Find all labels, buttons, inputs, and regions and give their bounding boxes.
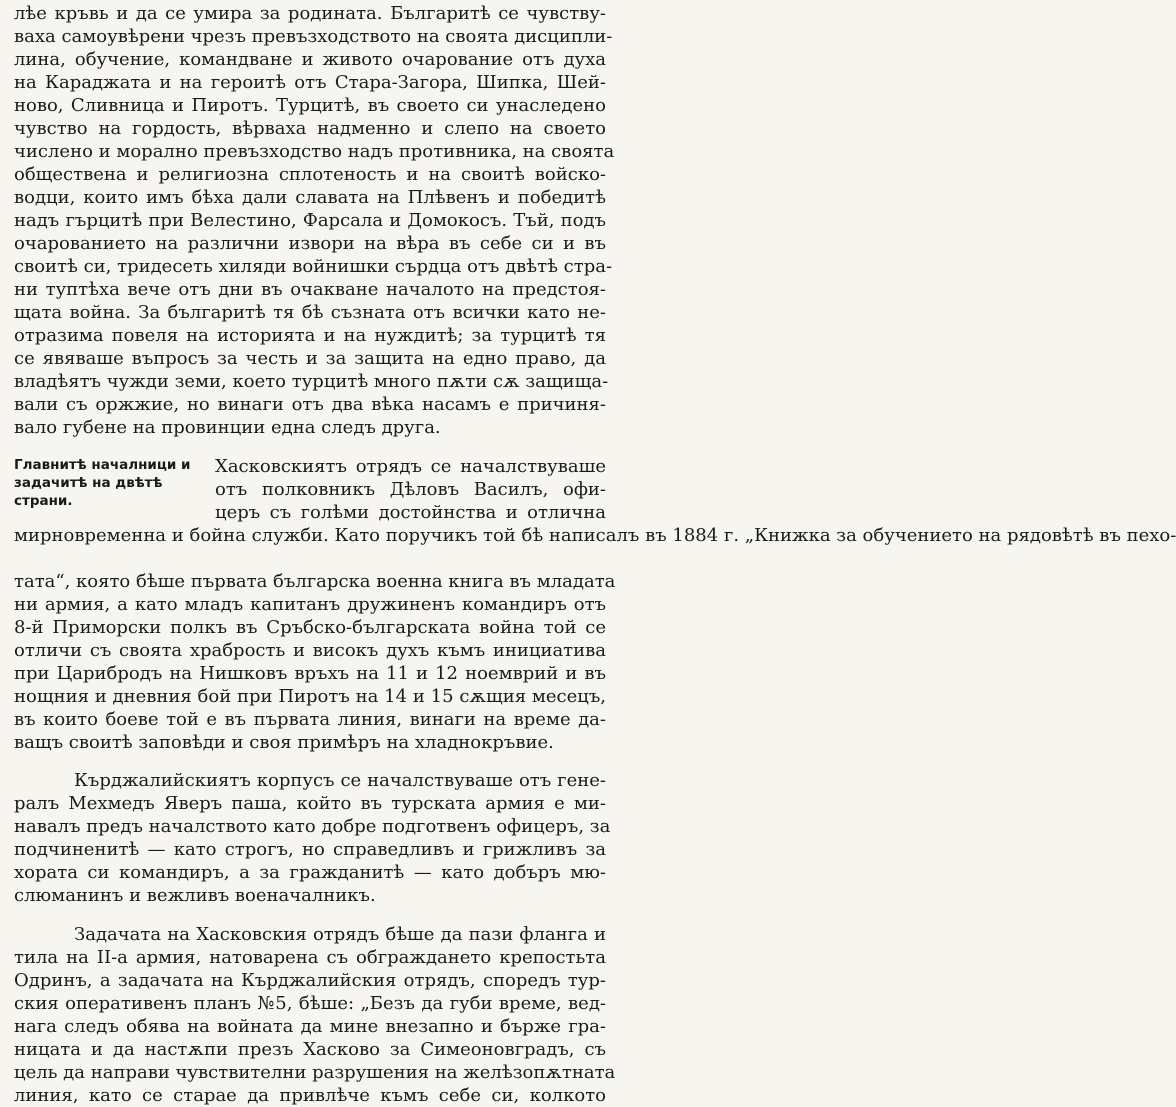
text-line: на Караджата и на героитѣ отъ Стара-Загора, Шипка, Шей- <box>14 72 606 93</box>
text-line: подчиненитѣ — като строгъ, но справедливъ и грижливъ за <box>14 839 606 860</box>
text-line: надъ гърцитѣ при Велестино, Фарсала и Домокосъ. Тъй, подъ <box>14 210 606 231</box>
text-line: линия, като се старае да привлѣче къмъ себе си, колкото <box>14 1085 606 1106</box>
side-heading-line: Главнитѣ началници и <box>14 457 191 473</box>
side-heading-line: страни. <box>14 493 73 509</box>
text-line: лѣе кръвь и да се умира за родината. Българитѣ се чувству- <box>14 3 606 24</box>
text-line: отъ полковникъ Дѣловъ Василъ, офи- <box>215 479 606 500</box>
text-line: ралъ Мехмедъ Яверъ паша, който въ турската армия е ми- <box>14 793 606 814</box>
text-line: ни армия, а като младъ капитанъ дружиненъ командиръ отъ <box>14 594 606 615</box>
text-line: Хасковскиятъ отрядъ се началствуваше <box>215 456 606 477</box>
text-line: щата война. За българитѣ тя бѣ съзната отъ всички като не- <box>14 302 606 323</box>
text-line: при Царибродъ на Нишковъ връхъ на 11 и 12 ноемврий и въ <box>14 663 606 684</box>
text-line: се явяваше въпросъ за честь и за защита на едно право, да <box>14 348 606 369</box>
text-line: вали съ оржжие, но винаги отъ два вѣка насамъ е причиня- <box>14 394 606 415</box>
text-line: ни туптѣха вече отъ дни въ очакване началото на предстоя- <box>14 279 606 300</box>
text-line: въ които боеве той е въ първата линия, винаги на време да- <box>14 709 606 730</box>
text-line: тила на II-а армия, натоварена съ обграждането крепостьта <box>14 947 606 968</box>
text-line: ваха самоувѣрени чрезъ превъзходството на своята дисципли- <box>14 26 613 47</box>
text-line: отличи съ своята храбрость и високъ духъ къмъ инициатива <box>14 640 606 661</box>
text-line: навалъ предъ началството като добре подготвенъ офицеръ, за <box>14 816 611 837</box>
text-line: хората си командиръ, а за гражданитѣ — като добъръ мю- <box>14 862 606 883</box>
text-line: ницата и да настѫпи презъ Хасково за Симеоновградъ, съ <box>14 1039 606 1060</box>
text-line: слюманинъ и вежливъ военачалникъ. <box>14 885 376 906</box>
text-line: числено и морално превъзходство надъ противника, на своята <box>14 141 615 162</box>
text-line: цель да направи чувствителни разрушения на желѣзопѫтната <box>14 1062 616 1083</box>
text-line: нага следъ обява на войната да мине внезапно и бърже гра- <box>14 1016 606 1037</box>
text-line: Задачата на Хасковския отрядъ бѣше да пази фланга и <box>74 924 606 945</box>
text-line: нощния и дневния бой при Пиротъ на 14 и 15 сѫщия месецъ, <box>14 686 606 707</box>
text-line: ново, Сливница и Пиротъ. Турцитѣ, въ своето си унаследено <box>14 95 606 116</box>
text-line: владѣятъ чужди земи, което турцитѣ много пѫти сѫ защища- <box>14 371 609 392</box>
text-line: 8-й Приморски полкъ въ Сръбско-българската война той се <box>14 617 606 638</box>
text-line: мирновременна и бойна служби. Като поручикъ той бѣ написалъ въ 1884 г. „Книжка за обучението на рядовѣтѣ въ пехо- <box>14 525 1176 546</box>
text-line: обществена и религиозна сплотеность и на своитѣ войско- <box>14 164 606 185</box>
side-heading-line: задачитѣ на двѣтѣ <box>14 475 163 491</box>
text-line: своитѣ си, тридесеть хиляди войнишки сърдца отъ двѣтѣ стра- <box>14 256 613 277</box>
text-line: лина, обучение, командване и живото очарование отъ духа <box>14 49 606 70</box>
text-line: водци, които имъ бѣха дали славата на Плѣвенъ и победитѣ <box>14 187 606 208</box>
text-line: Кърджалийскиятъ корпусъ се началствуваше отъ гене- <box>74 770 606 791</box>
text-line: тата“, която бѣше първата българска военна книга въ младата <box>14 571 616 592</box>
text-line: чувство на гордость, вѣрваха надменно и слепо на своето <box>14 118 606 139</box>
text-line: вало губене на провинции една следъ друга. <box>14 417 441 438</box>
text-line: ващъ своитѣ заповѣди и своя примѣръ на хладнокръвие. <box>14 732 554 753</box>
text-line: ския оперативенъ планъ №5, бѣше: „Безъ да губи време, вед- <box>14 993 606 1014</box>
text-line: отразима повеля на историята и на нуждитѣ; за турцитѣ тя <box>14 325 606 346</box>
text-line: очарованието на различни извори на вѣра въ себе си и въ <box>14 233 606 254</box>
text-line: церъ съ голѣми достойнства и отлична <box>215 502 606 523</box>
text-line: Одринъ, а задачата на Кърджалийския отрядъ, споредъ тур- <box>14 970 606 991</box>
